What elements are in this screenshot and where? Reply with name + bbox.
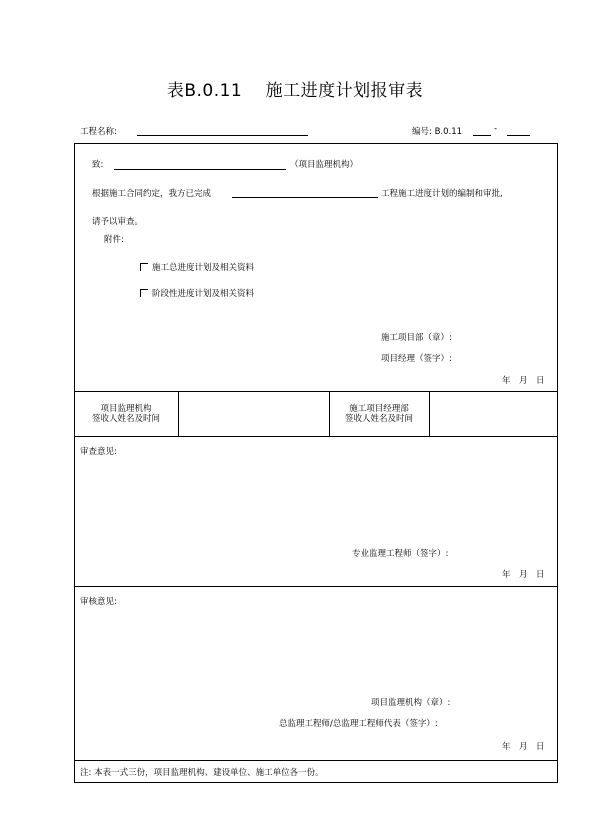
review-opinion-area[interactable] xyxy=(80,458,550,538)
form-title: 表B.0.11 施工进度计划报审表 xyxy=(166,81,424,101)
number-field-1[interactable] xyxy=(473,135,491,136)
supervisor-receipt-line1: 项目监理机构 xyxy=(100,404,152,414)
attachment-1-label: 施工总进度计划及相关资料 xyxy=(152,263,255,273)
review-date: 年 月 日 xyxy=(502,570,545,580)
review-signer-label: 专业监理工程师（签字）: xyxy=(352,549,449,559)
contractor-receipt-line2: 签收人姓名及时间 xyxy=(344,414,413,424)
number-field-2[interactable] xyxy=(507,135,530,136)
contractor-receipt-label xyxy=(329,404,429,424)
completed-project-field[interactable] xyxy=(232,197,378,198)
to-label: 致: xyxy=(92,160,104,170)
chief-engineer-label: 总监理工程师/总监理工程师代表（签字）: xyxy=(279,719,438,729)
audit-label: 审核意见: xyxy=(80,597,117,607)
to-suffix: （项目监理机构） xyxy=(290,160,359,170)
number-label: 编号: B.0.11 xyxy=(412,127,463,137)
body-suffix: 工程施工进度计划的编制和审批, xyxy=(381,189,503,199)
supervisor-receipt-label xyxy=(74,404,178,424)
request-date: 年 月 日 xyxy=(502,376,545,386)
audit-opinion-area[interactable] xyxy=(80,608,550,688)
project-name-field[interactable] xyxy=(137,135,308,136)
footnote: 注: 本表一式三份，项目监理机构、建设单位、施工单位各一份。 xyxy=(80,768,324,778)
contractor-dept-label: 施工项目部（章）: xyxy=(381,333,452,343)
audit-date: 年 月 日 xyxy=(502,742,545,752)
body-prefix: 根据施工合同约定，我方已完成 xyxy=(92,189,212,199)
project-name-label: 工程名称: xyxy=(80,127,117,137)
review-label: 审查意见: xyxy=(80,447,117,457)
divider-4 xyxy=(74,760,558,761)
supervisor-receipt-field[interactable] xyxy=(179,392,329,436)
divider-3 xyxy=(74,586,558,587)
number-dash: - xyxy=(494,124,498,134)
attachment-2[interactable] xyxy=(140,287,254,299)
divider-2 xyxy=(74,436,558,437)
body-line2: 请予以审查。 xyxy=(92,217,144,227)
project-manager-label: 项目经理（签字）: xyxy=(381,354,452,364)
attachment-1[interactable] xyxy=(140,261,254,273)
attachment-1-checkbox[interactable] xyxy=(140,263,148,271)
attachment-2-checkbox[interactable] xyxy=(140,289,148,297)
supervisor-receipt-line2: 签收人姓名及时间 xyxy=(91,414,160,424)
attachments-label: 附件: xyxy=(104,235,124,245)
contractor-receipt-field[interactable] xyxy=(430,392,557,436)
attachment-2-label: 阶段性进度计划及相关资料 xyxy=(152,289,255,299)
audit-org-label: 项目监理机构（章）: xyxy=(371,698,451,708)
supervisor-org-field[interactable] xyxy=(114,169,286,170)
contractor-receipt-line1: 施工项目经理部 xyxy=(349,404,409,414)
